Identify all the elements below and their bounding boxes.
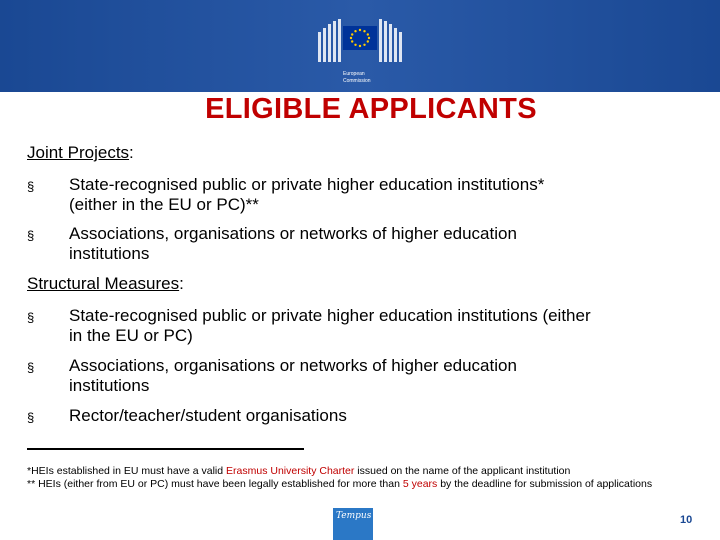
bullet-icon: § <box>27 360 35 375</box>
footnote-1-text: *HEIs established in EU must have a valid <box>27 465 227 477</box>
tempus-logo-text: Tempus <box>336 511 372 521</box>
bullet-icon: § <box>27 228 35 243</box>
footnote-2-text: ** HEIs (either from EU or PC) must have been legally established for more than <box>27 478 403 490</box>
item-line2: institutions <box>69 376 150 395</box>
logo-line1: European <box>343 71 365 77</box>
item-line2: (either in the EU or PC)** <box>69 195 259 214</box>
bullet-icon: § <box>27 179 35 194</box>
footnotes <box>27 465 692 491</box>
logo-line2: Commission <box>343 78 371 84</box>
structural-measures-heading <box>27 274 184 294</box>
item-line2: institutions <box>69 244 150 263</box>
footnote-2 <box>27 478 692 491</box>
tempus-logo <box>333 508 373 540</box>
bullet-icon: § <box>27 310 35 325</box>
slide-title: ELIGIBLE APPLICANTS <box>205 93 537 125</box>
item-line1: State-recognised public or private higher education institutions (either <box>69 306 591 325</box>
joint-heading-text: Joint Projects <box>27 143 130 162</box>
structural-heading-text: Structural Measures <box>27 274 180 293</box>
footnote-2-text-end: by the deadline for submission of applications <box>437 478 653 490</box>
page-number: 10 <box>680 514 693 526</box>
item-line1: Associations, organisations or networks of higher education <box>69 224 517 243</box>
structural-heading-colon: : <box>179 274 184 293</box>
joint-projects-heading <box>27 143 134 163</box>
footnote-1 <box>27 465 692 478</box>
item-line1: State-recognised public or private higher education institutions* <box>69 175 545 194</box>
european-commission-logo <box>312 18 408 92</box>
footnote-1-text-end: issued on the name of the applicant institution <box>354 465 571 477</box>
footnote-1-highlight: Erasmus University Charter <box>226 465 355 477</box>
footnote-2-highlight: 5 years <box>402 478 438 490</box>
footnote-divider <box>27 448 304 450</box>
item-line2: in the EU or PC) <box>69 326 193 345</box>
item-line1: Rector/teacher/student organisations <box>69 406 347 425</box>
joint-heading-colon: : <box>129 143 134 162</box>
item-line1: Associations, organisations or networks of higher education <box>69 356 517 375</box>
bullet-icon: § <box>27 410 35 425</box>
